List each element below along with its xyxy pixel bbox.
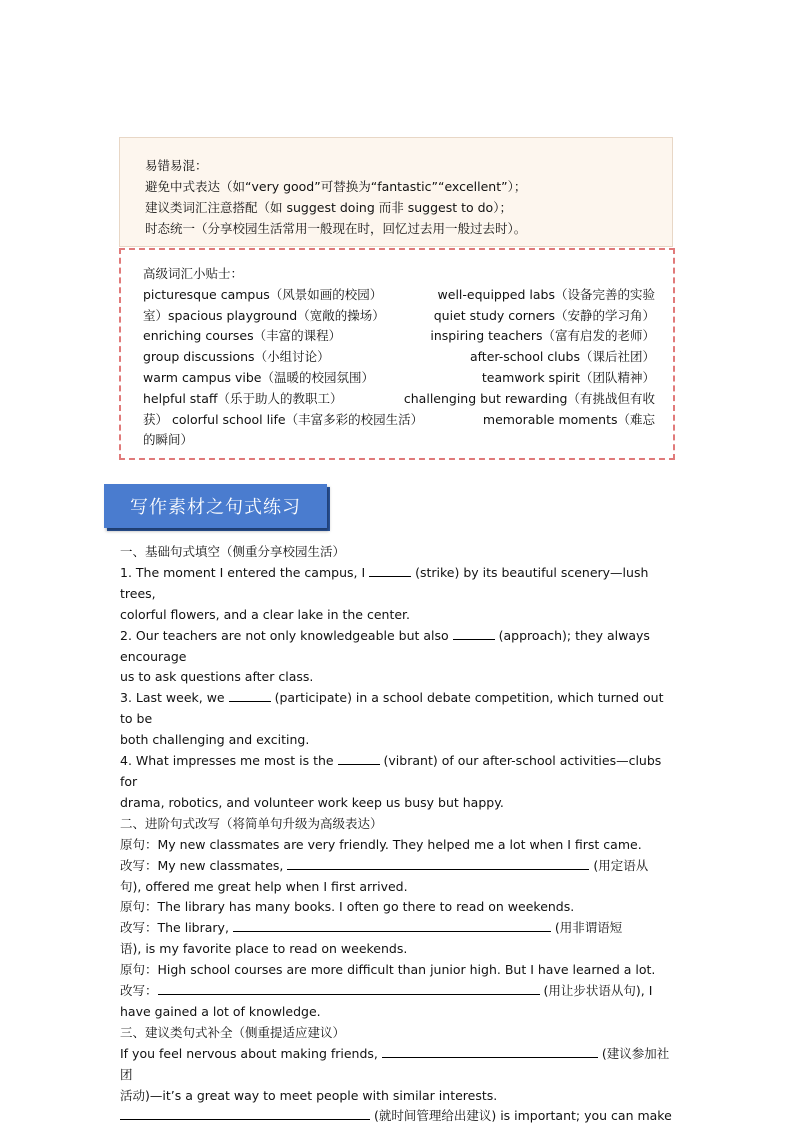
banner-title: 写作素材之句式练习 bbox=[130, 497, 301, 518]
rewrite-line: 语), is my favorite place to read on weekends. bbox=[120, 941, 408, 957]
vocab-row bbox=[143, 368, 655, 389]
vocab-item: group discussions（小组讨论） bbox=[143, 349, 330, 365]
tips-line: 时态统一（分享校园生活常用一般现在时，回忆过去用一般过去时）。 bbox=[145, 221, 527, 236]
original-sentence: 原句：The library has many books. I often go there to read on weekends. bbox=[120, 899, 575, 915]
rewrite-line: have gained a lot of knowledge. bbox=[120, 1003, 321, 1019]
original-sentence: 原句：High school courses are more difficult than junior high. But I have learned a lot. bbox=[120, 962, 656, 978]
tips-line: 避免中式表达（如“very good”可替换为“fantastic”“excellent”）； bbox=[145, 179, 527, 194]
vocab-row bbox=[143, 285, 655, 306]
exercise-line: 3. Last week, we (participate) in a school debate competition, which turned out to be bbox=[120, 690, 664, 727]
exercise-line: us to ask questions after class. bbox=[120, 669, 314, 685]
blank-line[interactable] bbox=[229, 688, 271, 702]
exercise-line: drama, robotics, and volunteer work keep us busy but happy. bbox=[120, 794, 504, 810]
vocab-item: warm campus vibe（温暖的校园氛围） bbox=[143, 369, 375, 385]
rewrite-line: 改写：The library, (用非谓语短 bbox=[120, 920, 623, 936]
exercise-line: 4. What impresses me most is the (vibrant) of our after-school activities—clubs for bbox=[120, 753, 662, 789]
vocab-row bbox=[143, 347, 655, 368]
blank-line[interactable] bbox=[158, 981, 540, 995]
vocab-row bbox=[143, 389, 655, 410]
section-heading: 一、基础句式填空（侧重分享校园生活） bbox=[120, 544, 346, 559]
exercise-line: colorful flowers, and a clear lake in the center. bbox=[120, 606, 411, 622]
vocab-item: well-equipped labs（设备完善的实验 bbox=[437, 286, 655, 302]
vocab-last-line: 的瞬间） bbox=[143, 432, 194, 448]
section-heading: 二、进阶句式改写（将简单句升级为高级表达） bbox=[120, 815, 383, 831]
exercise-line: 2. Our teachers are not only knowledgeable but also (approach); they always encourage bbox=[120, 627, 650, 664]
blank-line[interactable] bbox=[369, 563, 411, 577]
vocab-item: picturesque campus（风景如画的校园） bbox=[143, 286, 383, 302]
vocab-item: challenging but rewarding（有挑战但有收 bbox=[403, 390, 655, 406]
original-sentence: 原句：My new classmates are very friendly. They helped me a lot when I first came. bbox=[120, 836, 642, 852]
section-banner bbox=[104, 484, 327, 528]
blank-line[interactable] bbox=[453, 626, 495, 640]
vocab-item: memorable moments（难忘 bbox=[482, 411, 655, 427]
vocab-box bbox=[119, 248, 675, 460]
blank-line[interactable] bbox=[382, 1044, 598, 1058]
vocab-title: 高级词汇小贴士： bbox=[143, 266, 244, 281]
vocab-item: after-school clubs（课后社团） bbox=[469, 349, 655, 365]
vocab-item: 获） colorful school life（丰富多彩的校园生活） bbox=[143, 411, 424, 427]
tips-box bbox=[119, 137, 673, 247]
exercise-line: 1. The moment I entered the campus, I (strike) by its beautiful scenery—lush trees, bbox=[120, 564, 649, 601]
blank-line[interactable] bbox=[287, 856, 589, 870]
rewrite-line: 改写：My new classmates, (用定语从 bbox=[120, 857, 649, 873]
tips-title: 易错易混： bbox=[145, 158, 208, 173]
vocab-item: inspiring teachers（富有启发的老师） bbox=[430, 328, 655, 344]
vocab-item: enriching courses（丰富的课程） bbox=[143, 328, 342, 344]
rewrite-line: 改写： (用让步状语从句), I bbox=[120, 983, 653, 999]
suggestion-line: If you feel nervous about making friends, (建议参加社团 bbox=[120, 1045, 670, 1082]
suggestion-line: (就时间管理给出建议) is important; you can make bbox=[120, 1106, 675, 1127]
blank-line[interactable] bbox=[338, 751, 380, 765]
vocab-item: teamwork spirit（团队精神） bbox=[481, 369, 655, 385]
vocab-item: helpful staff（乐于助人的教职工） bbox=[143, 390, 343, 406]
vocab-item: 室）spacious playground（宽敞的操场） bbox=[143, 307, 385, 323]
exercise-line: both challenging and exciting. bbox=[120, 732, 310, 748]
rewrite-line: 句), offered me great help when I first arrived. bbox=[120, 878, 408, 894]
vocab-row bbox=[143, 306, 655, 327]
vocab-item: quiet study corners（安静的学习角） bbox=[433, 307, 655, 323]
section-heading: 三、建议类句式补全（侧重提适应建议） bbox=[120, 1024, 346, 1040]
vocab-row bbox=[143, 410, 655, 431]
vocab-row bbox=[143, 326, 655, 347]
suggestion-line: 活动)—it’s a great way to meet people with similar interests. bbox=[120, 1087, 498, 1103]
blank-line[interactable] bbox=[233, 918, 551, 932]
tips-line: 建议类词汇注意搭配（如 suggest doing 而非 suggest to do）； bbox=[145, 200, 512, 215]
blank-line[interactable] bbox=[120, 1106, 370, 1120]
exercise-content bbox=[120, 542, 675, 1127]
